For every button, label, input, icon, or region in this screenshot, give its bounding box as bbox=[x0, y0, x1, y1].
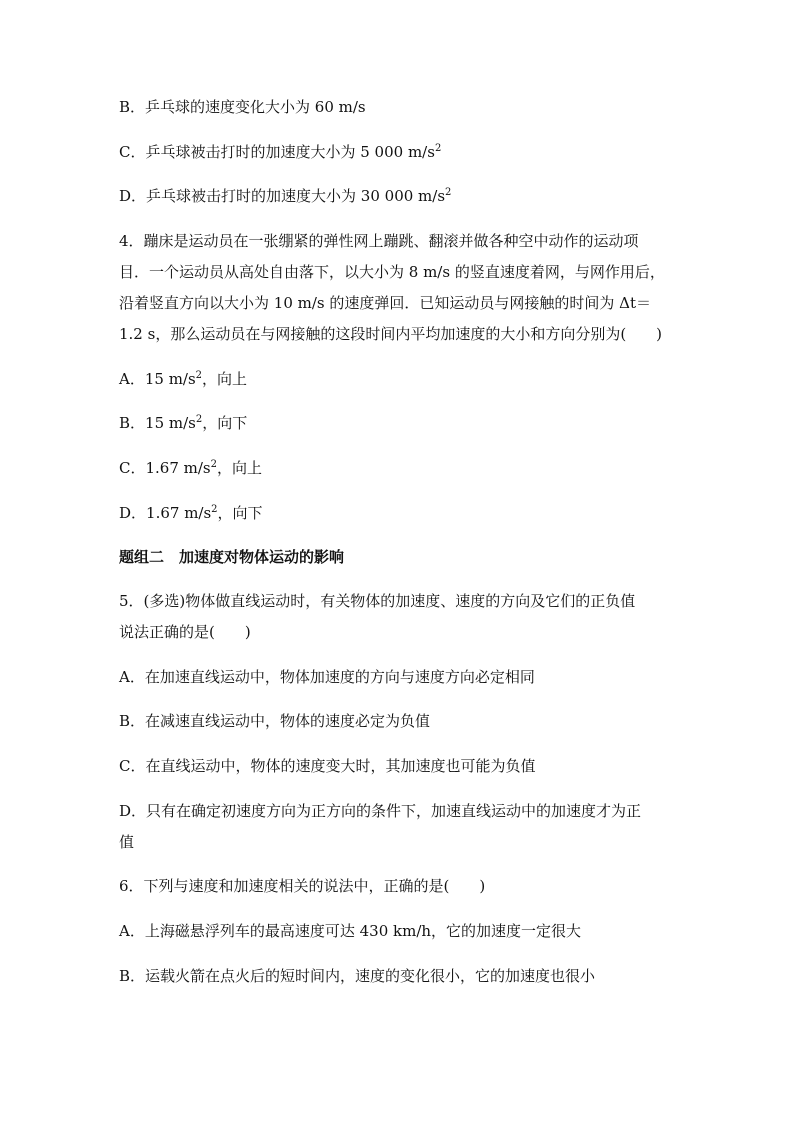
q4-stem-line: 4．蹦床是运动员在一张绷紧的弹性网上蹦跳、翻滚并做各种空中动作的运动项 bbox=[119, 232, 639, 250]
q4-option-a: A．15 $m/s^2$，向上 bbox=[119, 370, 248, 388]
q4-option-d: D．1.67 $m/s^2$，向下 bbox=[119, 504, 263, 522]
prev-option-d: D．乒乓球被击打时的加速度大小为 30 000 $m/s^2$ bbox=[119, 187, 452, 205]
q4-stem-line: 目．一个运动员从高处自由落下，以大小为 8 m/s 的竖直速度着网，与网作用后， bbox=[119, 263, 665, 281]
section-heading: 题组二 加速度对物体运动的影响 bbox=[119, 548, 345, 566]
q4-option-b: B．15 $m/s^2$，向下 bbox=[119, 414, 248, 432]
exponent: 2 bbox=[211, 504, 218, 515]
q5-option-d: D．只有在确定初速度方向为正方向的条件下，加速直线运动中的加速度才为正 bbox=[119, 802, 642, 820]
exponent: 2 bbox=[210, 459, 217, 470]
q4-stem-line: 1.2 s，那么运动员在与网接触的这段时间内平均加速度的大小和方向分别为( ) bbox=[119, 325, 663, 343]
q6-option-b: B．运载火箭在点火后的短时间内，速度的变化很小，它的加速度也很小 bbox=[119, 967, 596, 985]
exponent: 2 bbox=[195, 414, 203, 425]
exponent: 2 bbox=[434, 143, 442, 154]
q4-option-c: C．1.67 $m/s^2$，向上 bbox=[119, 459, 263, 477]
q6-option-a: A．上海磁悬浮列车的最高速度可达 430 km/h，它的加速度一定很大 bbox=[119, 922, 582, 940]
prev-option-b: B．乒乓球的速度变化大小为 60 m/s bbox=[119, 98, 366, 116]
q5-stem-line: 说法正确的是( ) bbox=[119, 623, 251, 641]
q5-stem-line: 5．(多选)物体做直线运动时，有关物体的加速度、速度的方向及它们的正负值 bbox=[119, 592, 636, 610]
q5-option-a: A．在加速直线运动中，物体加速度的方向与速度方向必定相同 bbox=[119, 668, 535, 686]
prev-option-c: C．乒乓球被击打时的加速度大小为 5 000 $m/s^2$ bbox=[119, 143, 442, 161]
q5-option-c: C．在直线运动中，物体的速度变大时，其加速度也可能为负值 bbox=[119, 757, 536, 775]
q5-option-b: B．在减速直线运动中，物体的速度必定为负值 bbox=[119, 712, 431, 730]
exponent: 2 bbox=[445, 187, 452, 198]
q5-option-d-continued: 值 bbox=[119, 833, 135, 851]
exponent: 2 bbox=[195, 370, 203, 381]
q6-stem: 6．下列与速度和加速度相关的说法中，正确的是( ) bbox=[119, 877, 486, 895]
q4-stem-line: 沿着竖直方向以大小为 10 m/s 的速度弹回．已知运动员与网接触的时间为 Δt＝ bbox=[119, 294, 651, 312]
